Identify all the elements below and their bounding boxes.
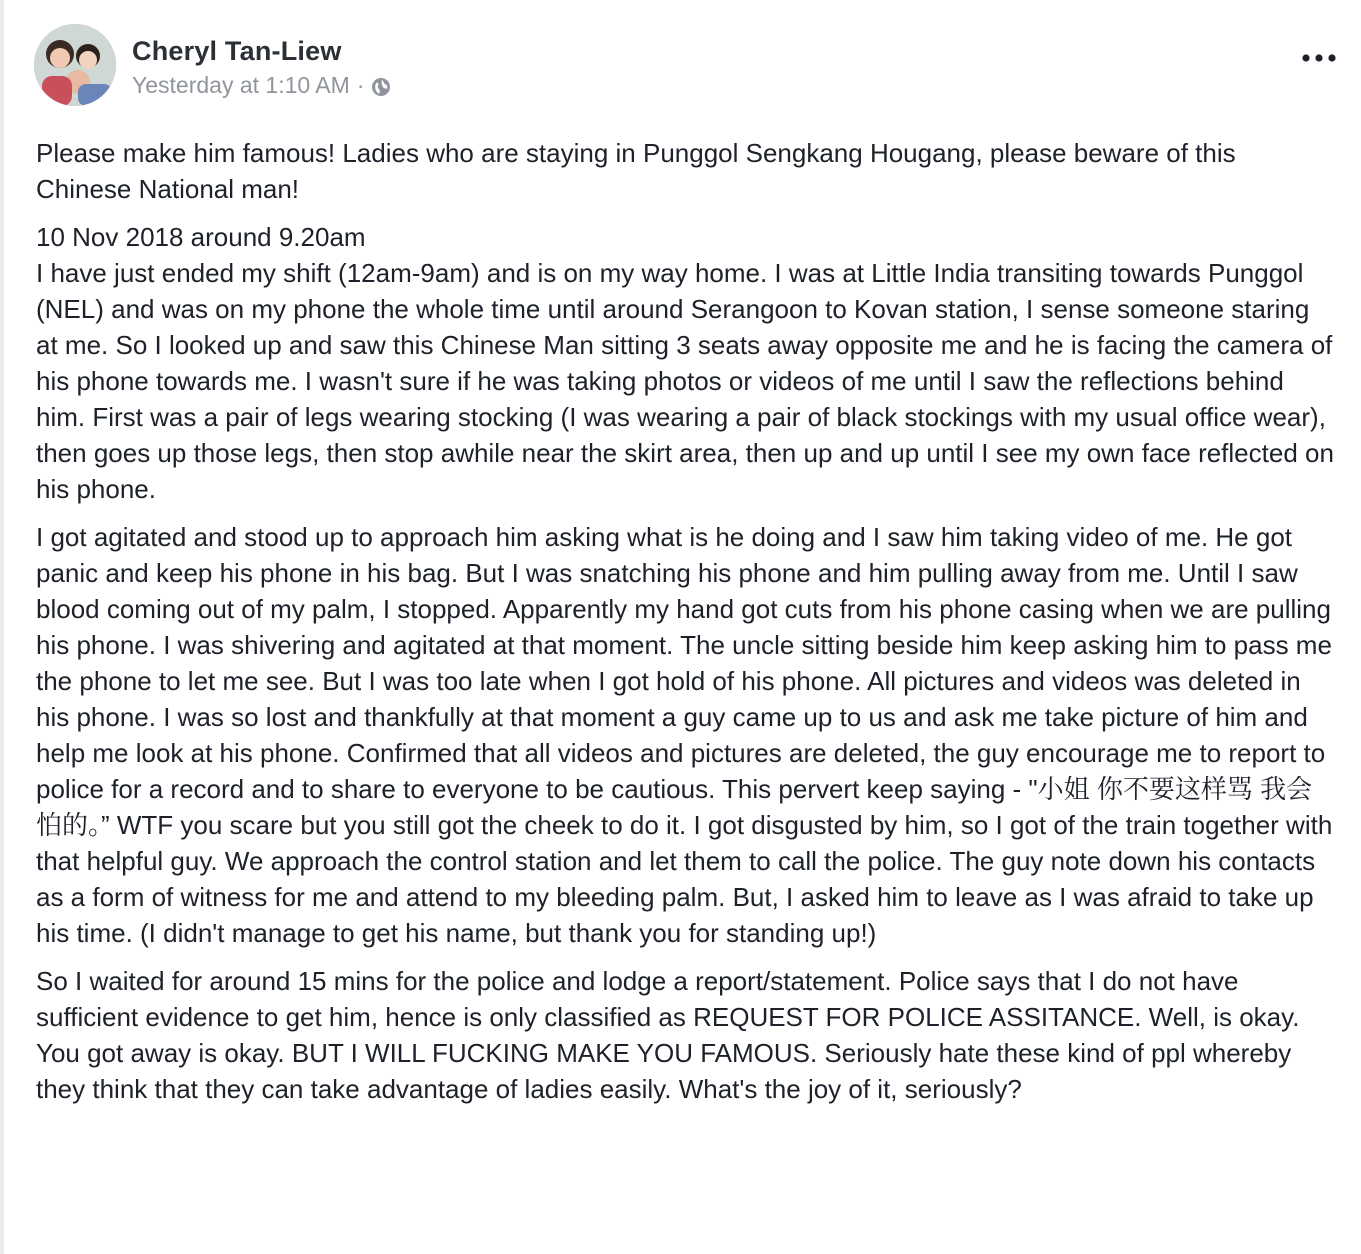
post-meta (132, 72, 391, 99)
avatar-photo (34, 24, 116, 106)
globe-icon[interactable] (371, 76, 391, 96)
post-paragraph: So I waited for around 15 mins for the police and lodge a report/statement. Police says that I do not have sufficient evidence to get him, hence is only classified as REQUEST FOR POLICE ASSITANCE. Well, is okay. You got away is okay. BUT I WILL FUCKING MAKE YOU FAMOUS. Seriously hate these kind of ppl whereby they think that they can take advantage of ladies easily. What's the joy of it, seriously? (36, 966, 1300, 1104)
post-paragraph: Please make him famous! Ladies who are staying in Punggol Sengkang Hougang, please beware of this Chinese National man! (36, 138, 1236, 204)
page-left-edge (0, 0, 4, 1254)
post-timestamp[interactable]: Yesterday at 1:10 AM (132, 72, 350, 98)
more-options-icon (1301, 50, 1337, 68)
meta-separator: · (356, 72, 365, 98)
author-name[interactable]: Cheryl Tan-Liew (132, 36, 342, 66)
more-options-button[interactable] (1297, 44, 1341, 74)
post-paragraph: 10 Nov 2018 around 9.20am I have just ended my shift (12am-9am) and is on my way home. I was at Little India transiting towards Punggol (NEL) and was on my phone the whole time until around Serangoon to Kovan station, I sense someone staring at me. So I looked up and saw this Chinese Man sitting 3 seats away opposite me and he is facing the camera of his phone towards me. I wasn't sure if he was taking photos or videos of me until I saw the reflections behind him. First was a pair of legs wearing stocking (I was wearing a pair of black stockings with my usual office wear), then goes up those legs, then stop awhile near the skirt area, then up and up until I see my own face reflected on his phone. (36, 222, 1334, 504)
post-body (36, 135, 1336, 1119)
avatar[interactable] (34, 24, 116, 106)
post-paragraph: I got agitated and stood up to approach him asking what is he doing and I saw him taking video of me. He got panic and keep his phone in his bag. But I was snatching his phone and him pulling away from me. Until I saw blood coming out of my palm, I stopped. Apparently my hand got cuts from his phone casing when we are pulling his phone. I was shivering and agitated at that moment. The uncle sitting beside him keep asking him to pass me the phone to let me see. But I was too late when I got hold of his phone. All pictures and videos was deleted in his phone. I was so lost and thankfully at that moment a guy came up to us and ask me take picture of him and help me look at his phone. Confirmed that all videos and pictures are deleted, the guy encourage me to report to police for a record and to share to everyone to be cautious. This pervert keep saying - "小姐 你不要这样骂 我会怕的。” WTF you scare but you still got the cheek to do it. I got disgusted by him, so I got of the train together with that helpful guy. We approach the control station and let them to call the police. The guy note down his contacts as a form of witness for me and attend to my bleeding palm. But, I asked him to leave as I was afraid to take up his time. (I didn't manage to get his name, but thank you for standing up!) (36, 522, 1333, 948)
post-header (34, 24, 1341, 104)
